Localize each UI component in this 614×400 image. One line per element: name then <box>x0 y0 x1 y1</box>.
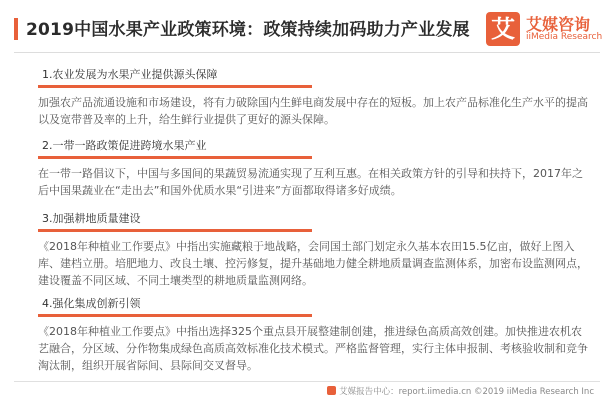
logo-name-cn: 艾媒咨询 <box>526 15 591 34</box>
footer-divider <box>14 381 600 382</box>
section-4 <box>38 295 590 374</box>
footer-text: 艾媒报告中心：report.iimedia.cn ©2019 iiMedia Research Inc <box>339 387 594 397</box>
section-body: 加强农产品流通设施和市场建设，将有力破除国内生鲜电商发展中存在的短板。加上农产品标准化生产水平的提高以及宽带普及率的上升，给生鲜行业提供了更好的源头保障。 <box>38 96 588 126</box>
section-title: 1.农业发展为水果产业提供源头保障 <box>38 66 312 88</box>
section-2 <box>38 137 590 199</box>
section-body: 《2018年种植业工作要点》中指出选择325个重点县开展整建制创建，推进绿色高质高效创建。加快推进农机农艺融合，分区域、分作物集成绿色高质高效标准化技术模式。严格监督管理，实行主体申报制、考核验收制和竞争淘汰制，组织开展省际间、县际间交叉督导。 <box>38 325 588 372</box>
logo-mark-icon: 艾 <box>486 12 520 46</box>
footer <box>327 385 594 397</box>
header-divider <box>14 52 600 53</box>
logo-name-en: iiMedia Research <box>526 32 603 42</box>
section-title: 4.强化集成创新引领 <box>38 295 312 317</box>
section-title: 3.加强耕地质量建设 <box>38 210 312 232</box>
section-body: 《2018年种植业工作要点》中指出实施藏粮于地战略，会同国土部门划定永久基本农田15.5亿亩，做好上图入库、建档立册。培肥地力、改良土壤、控污修复，提升基础地力健全耕地质量调查监测体系，加密布设监测网点，建设覆盖不同区域、不同土壤类型的耕地质量监测网络。 <box>38 240 588 287</box>
section-3 <box>38 210 590 289</box>
page-title: 2019中国水果产业政策环境：政策持续加码助力产业发展 <box>26 20 470 40</box>
section-1 <box>38 66 590 128</box>
title-accent-bar <box>14 18 18 40</box>
section-body: 在一带一路倡议下，中国与多国间的果蔬贸易流通实现了互利互惠。在相关政策方针的引导和扶持下，2017年之后中国果蔬业在“走出去”和国外优质水果“引进来”方面都取得诸多好成绩。 <box>38 167 583 197</box>
section-title: 2.一带一路政策促进跨境水果产业 <box>38 137 312 159</box>
report-center-icon <box>327 386 336 395</box>
brand-logo <box>486 12 604 46</box>
